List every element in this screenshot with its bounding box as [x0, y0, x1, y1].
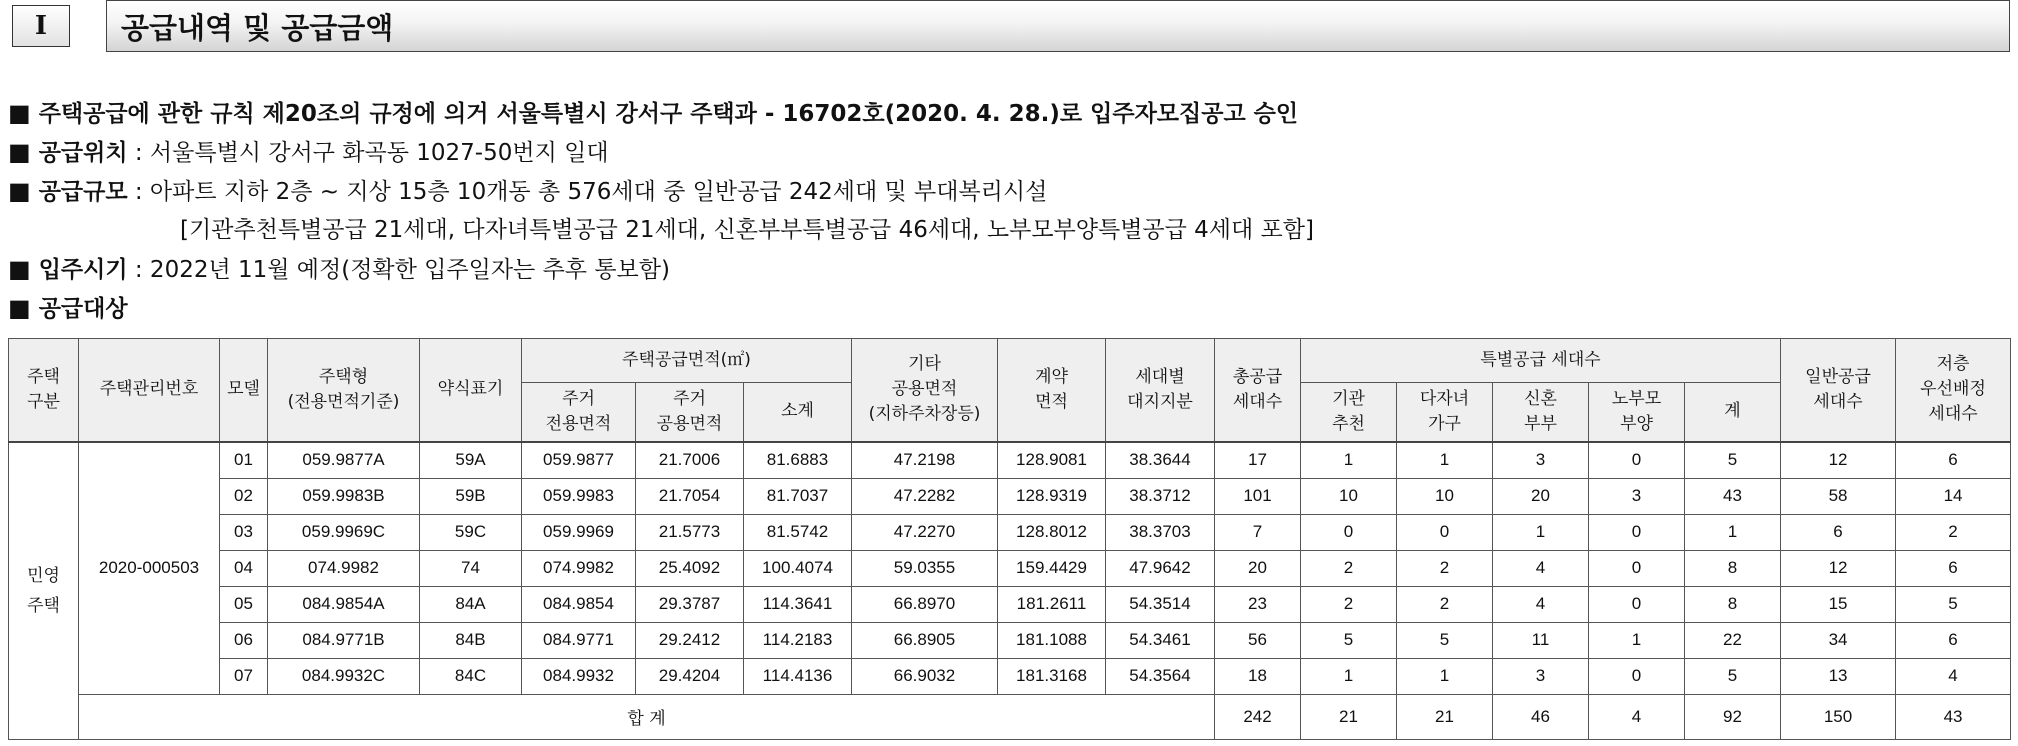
- movein-line: [8, 250, 1314, 289]
- cell-low-floor: 14: [1896, 478, 2011, 514]
- cell-low-floor: 6: [1896, 442, 2011, 479]
- header-total-units: 총공급 세대수: [1215, 339, 1301, 442]
- table-row: [9, 478, 2011, 514]
- cell-land: 54.3461: [1106, 622, 1215, 658]
- cell-exclusive: 059.9877: [522, 442, 636, 479]
- cell-general: 13: [1781, 658, 1896, 694]
- cell-low-floor: 6: [1896, 550, 2011, 586]
- cell-newlywed: 4: [1493, 586, 1589, 622]
- cell-multi-child: 0: [1397, 514, 1493, 550]
- cell-parents: 0: [1589, 550, 1685, 586]
- cell-abbr: 59B: [420, 478, 522, 514]
- total-parents: 4: [1589, 694, 1685, 739]
- section-title: 공급내역 및 공급금액: [106, 0, 2010, 52]
- cell-sum: 5: [1685, 442, 1781, 479]
- cell-house-type: 059.9983B: [268, 478, 420, 514]
- cell-newlywed: 4: [1493, 550, 1589, 586]
- cell-low-floor: 5: [1896, 586, 2011, 622]
- notice-lines: [8, 94, 1314, 328]
- cell-abbr: 74: [420, 550, 522, 586]
- cell-other-common: 66.8905: [852, 622, 998, 658]
- cell-newlywed: 1: [1493, 514, 1589, 550]
- header-supply-area: 주택공급면적(㎡): [522, 339, 852, 383]
- cell-contract: 181.1088: [998, 622, 1106, 658]
- cell-model: 03: [220, 514, 268, 550]
- cell-low-floor: 4: [1896, 658, 2011, 694]
- header-housing-type: 주택 구분: [9, 339, 79, 442]
- cell-abbr: 84B: [420, 622, 522, 658]
- cell-common: 29.4204: [636, 658, 744, 694]
- header-abbr: 약식표기: [420, 339, 522, 442]
- cell-agency: 10: [1301, 478, 1397, 514]
- cell-agency: 2: [1301, 550, 1397, 586]
- cell-model: 06: [220, 622, 268, 658]
- cell-general: 58: [1781, 478, 1896, 514]
- bullet-square-icon: ■: [8, 138, 31, 166]
- cell-other-common: 47.2282: [852, 478, 998, 514]
- cell-multi-child: 10: [1397, 478, 1493, 514]
- header-mgmt-no: 주택관리번호: [79, 339, 220, 442]
- cell-land: 47.9642: [1106, 550, 1215, 586]
- cell-agency: 1: [1301, 442, 1397, 479]
- header-multi-child: 다자녀 가구: [1397, 383, 1493, 442]
- bullet-square-icon: ■: [8, 294, 31, 322]
- cell-house-type: 074.9982: [268, 550, 420, 586]
- cell-sum: 1: [1685, 514, 1781, 550]
- cell-total-units: 20: [1215, 550, 1301, 586]
- header-other-common: 기타 공용면적 (지하주차장등): [852, 339, 998, 442]
- cell-other-common: 66.8970: [852, 586, 998, 622]
- total-label: 합 계: [79, 694, 1215, 739]
- cell-abbr: 84C: [420, 658, 522, 694]
- cell-parents: 0: [1589, 586, 1685, 622]
- table-row: [9, 550, 2011, 586]
- header-agency: 기관 추천: [1301, 383, 1397, 442]
- cell-abbr: 84A: [420, 586, 522, 622]
- cell-newlywed: 3: [1493, 442, 1589, 479]
- cell-subtotal: 114.3641: [744, 586, 852, 622]
- header-common: 주거 공용면적: [636, 383, 744, 442]
- bullet-square-icon: ■: [8, 255, 31, 283]
- cell-agency: 5: [1301, 622, 1397, 658]
- cell-abbr: 59C: [420, 514, 522, 550]
- cell-common: 29.3787: [636, 586, 744, 622]
- cell-subtotal: 114.2183: [744, 622, 852, 658]
- cell-common: 21.7006: [636, 442, 744, 479]
- header-special: 특별공급 세대수: [1301, 339, 1781, 383]
- cell-contract: 181.2611: [998, 586, 1106, 622]
- approval-line: [8, 94, 1314, 133]
- cell-other-common: 47.2198: [852, 442, 998, 479]
- approval-text: 주택공급에 관한 규칙 제20조의 규정에 의거 서울특별시 강서구 주택과 - 16702호(2020. 4. 28.)로 입주자모집공고 승인: [38, 101, 1299, 127]
- cell-common: 25.4092: [636, 550, 744, 586]
- header-contract: 계약 면적: [998, 339, 1106, 442]
- cell-land: 54.3514: [1106, 586, 1215, 622]
- cell-subtotal: 81.6883: [744, 442, 852, 479]
- cell-subtotal: 81.5742: [744, 514, 852, 550]
- scale-detail: [기관추천특별공급 21세대, 다자녀특별공급 21세대, 신혼부부특별공급 46세대, 노부모부양특별공급 4세대 포함]: [180, 217, 1314, 243]
- cell-newlywed: 11: [1493, 622, 1589, 658]
- cell-house-type: 084.9932C: [268, 658, 420, 694]
- cell-multi-child: 1: [1397, 658, 1493, 694]
- scale-value: : 아파트 지하 2층 ~ 지상 15층 10개동 총 576세대 중 일반공급 242세대 및 부대복리시설: [134, 179, 1048, 205]
- cell-multi-child: 1: [1397, 442, 1493, 479]
- cell-land: 54.3564: [1106, 658, 1215, 694]
- total-general: 150: [1781, 694, 1896, 739]
- cell-sum: 43: [1685, 478, 1781, 514]
- cell-sum: 22: [1685, 622, 1781, 658]
- cell-total-units: 17: [1215, 442, 1301, 479]
- table-row: [9, 442, 2011, 479]
- bullet-square-icon: ■: [8, 177, 31, 205]
- scale-line: [8, 172, 1314, 211]
- total-multi-child: 21: [1397, 694, 1493, 739]
- supply-table: [8, 338, 2011, 740]
- cell-contract: 128.9319: [998, 478, 1106, 514]
- total-newlywed: 46: [1493, 694, 1589, 739]
- section-number: I: [12, 5, 70, 47]
- cell-model: 02: [220, 478, 268, 514]
- cell-exclusive: 084.9771: [522, 622, 636, 658]
- location-label: 공급위치: [38, 140, 128, 166]
- cell-model: 07: [220, 658, 268, 694]
- cell-other-common: 47.2270: [852, 514, 998, 550]
- bullet-square-icon: ■: [8, 99, 31, 127]
- cell-total-units: 7: [1215, 514, 1301, 550]
- cell-contract: 128.8012: [998, 514, 1106, 550]
- cell-contract: 128.9081: [998, 442, 1106, 479]
- cell-subtotal: 114.4136: [744, 658, 852, 694]
- location-value: : 서울특별시 강서구 화곡동 1027-50번지 일대: [134, 140, 609, 166]
- header-parents: 노부모 부양: [1589, 383, 1685, 442]
- cell-common: 21.7054: [636, 478, 744, 514]
- cell-total-units: 56: [1215, 622, 1301, 658]
- table-header: [9, 339, 2011, 442]
- cell-model: 04: [220, 550, 268, 586]
- cell-common: 21.5773: [636, 514, 744, 550]
- table-row: [9, 514, 2011, 550]
- cell-low-floor: 6: [1896, 622, 2011, 658]
- cell-exclusive: 084.9854: [522, 586, 636, 622]
- cell-sum: 5: [1685, 658, 1781, 694]
- cell-newlywed: 3: [1493, 658, 1589, 694]
- cell-land: 38.3712: [1106, 478, 1215, 514]
- cell-agency: 1: [1301, 658, 1397, 694]
- cell-contract: 159.4429: [998, 550, 1106, 586]
- cell-total-units: 18: [1215, 658, 1301, 694]
- header-subtotal: 소계: [744, 383, 852, 442]
- cell-sum: 8: [1685, 550, 1781, 586]
- cell-mgmt-no: 2020-000503: [79, 442, 220, 695]
- cell-contract: 181.3168: [998, 658, 1106, 694]
- cell-multi-child: 2: [1397, 550, 1493, 586]
- location-line: [8, 133, 1314, 172]
- movein-label: 입주시기: [38, 257, 128, 283]
- cell-land: 38.3644: [1106, 442, 1215, 479]
- movein-value: : 2022년 11월 예정(정확한 입주일자는 추후 통보함): [134, 257, 670, 283]
- cell-total-units: 101: [1215, 478, 1301, 514]
- header-sum: 계: [1685, 383, 1781, 442]
- cell-other-common: 66.9032: [852, 658, 998, 694]
- cell-exclusive: 074.9982: [522, 550, 636, 586]
- cell-total-units: 23: [1215, 586, 1301, 622]
- cell-subtotal: 81.7037: [744, 478, 852, 514]
- cell-land: 38.3703: [1106, 514, 1215, 550]
- cell-parents: 3: [1589, 478, 1685, 514]
- cell-other-common: 59.0355: [852, 550, 998, 586]
- cell-abbr: 59A: [420, 442, 522, 479]
- cell-house-type: 059.9969C: [268, 514, 420, 550]
- header-exclusive: 주거 전용면적: [522, 383, 636, 442]
- cell-parents: 1: [1589, 622, 1685, 658]
- cell-general: 12: [1781, 442, 1896, 479]
- cell-model: 01: [220, 442, 268, 479]
- cell-housing-type: 민영 주택: [9, 442, 79, 740]
- cell-exclusive: 084.9932: [522, 658, 636, 694]
- cell-exclusive: 059.9969: [522, 514, 636, 550]
- table-body: [9, 442, 2011, 740]
- cell-multi-child: 2: [1397, 586, 1493, 622]
- cell-agency: 2: [1301, 586, 1397, 622]
- table-row: [9, 622, 2011, 658]
- scale-label: 공급규모: [38, 179, 128, 205]
- cell-general: 6: [1781, 514, 1896, 550]
- cell-low-floor: 2: [1896, 514, 2011, 550]
- cell-general: 15: [1781, 586, 1896, 622]
- cell-general: 34: [1781, 622, 1896, 658]
- cell-newlywed: 20: [1493, 478, 1589, 514]
- table-row: [9, 658, 2011, 694]
- header-land: 세대별 대지지분: [1106, 339, 1215, 442]
- cell-common: 29.2412: [636, 622, 744, 658]
- table-row: [9, 586, 2011, 622]
- cell-agency: 0: [1301, 514, 1397, 550]
- total-row: [9, 694, 2011, 739]
- cell-parents: 0: [1589, 442, 1685, 479]
- total-sum: 92: [1685, 694, 1781, 739]
- cell-multi-child: 5: [1397, 622, 1493, 658]
- header-low-floor: 저층 우선배정 세대수: [1896, 339, 2011, 442]
- cell-house-type: 084.9771B: [268, 622, 420, 658]
- cell-general: 12: [1781, 550, 1896, 586]
- header-newlywed: 신혼 부부: [1493, 383, 1589, 442]
- cell-sum: 8: [1685, 586, 1781, 622]
- cell-house-type: 059.9877A: [268, 442, 420, 479]
- cell-parents: 0: [1589, 514, 1685, 550]
- header-model: 모델: [220, 339, 268, 442]
- cell-exclusive: 059.9983: [522, 478, 636, 514]
- header-house-type: 주택형 (전용면적기준): [268, 339, 420, 442]
- cell-parents: 0: [1589, 658, 1685, 694]
- total-agency: 21: [1301, 694, 1397, 739]
- header-general: 일반공급 세대수: [1781, 339, 1896, 442]
- total-low-floor: 43: [1896, 694, 2011, 739]
- target-line: [8, 289, 1314, 328]
- total-total-units: 242: [1215, 694, 1301, 739]
- target-label: 공급대상: [38, 296, 128, 322]
- cell-subtotal: 100.4074: [744, 550, 852, 586]
- cell-model: 05: [220, 586, 268, 622]
- cell-house-type: 084.9854A: [268, 586, 420, 622]
